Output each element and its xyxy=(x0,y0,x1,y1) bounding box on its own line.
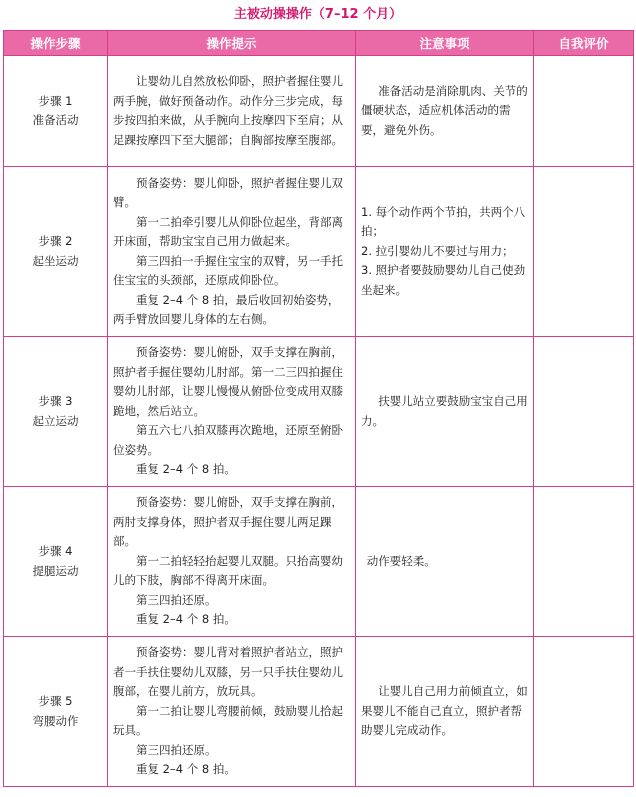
table-row xyxy=(4,337,634,487)
notes-cell xyxy=(356,637,534,787)
step-cell xyxy=(4,637,108,787)
tip-paragraph: 第五六七八拍双膝再次跪地，还原至俯卧位姿势。 xyxy=(113,423,343,457)
table-header-row xyxy=(4,31,634,56)
tip-paragraph: 重复 2–4 个 8 拍。 xyxy=(136,762,236,777)
tips-cell xyxy=(108,487,356,637)
tips-cell xyxy=(108,167,356,337)
tip-paragraph: 重复 2–4 个 8 拍。 xyxy=(136,612,236,627)
notes-cell xyxy=(356,167,534,337)
tip-paragraph: 第一二拍轻轻抬起婴儿双腿。只抬高婴幼儿的下肢，胸部不得离开床面。 xyxy=(113,553,343,588)
step-name: 起坐运动 xyxy=(32,253,79,268)
table-row xyxy=(4,167,634,337)
notes-cell xyxy=(356,487,534,637)
header-tips: 操作提示 xyxy=(108,31,356,56)
note-paragraph: 让婴儿自己用力前倾直立，如果婴儿不能自己直立，照护者帮助婴儿完成动作。 xyxy=(361,684,528,738)
header-self-eval: 自我评价 xyxy=(534,31,634,56)
tip-paragraph: 第一二拍让婴儿弯腰前倾，鼓励婴儿拾起玩具。 xyxy=(113,703,343,738)
tips-cell xyxy=(108,56,356,167)
step-name: 准备活动 xyxy=(32,113,79,127)
table-row xyxy=(4,487,634,637)
tip-paragraph: 预备姿势：婴儿俯卧，双手支撑在胸前，照护者手握住婴幼儿肘部。第一二三四拍握住婴幼儿肘部，让婴儿慢慢从俯卧位变成用双膝跪地，然后站立。 xyxy=(113,345,343,418)
step-name: 起立运动 xyxy=(32,413,79,428)
self-eval-cell[interactable] xyxy=(534,637,634,787)
tip-paragraph: 第一二拍牵引婴儿从仰卧位起坐，背部离开床面，帮助宝宝自己用力做起来。 xyxy=(113,214,343,248)
note-paragraph: 扶婴儿站立要鼓励宝宝自己用力。 xyxy=(361,394,528,428)
step-cell xyxy=(4,167,108,337)
step-cell xyxy=(4,487,108,637)
note-paragraph: 2. 拉引婴幼儿不要过与用力； xyxy=(361,243,514,258)
table-row xyxy=(4,637,634,787)
notes-cell xyxy=(356,337,534,487)
table-row xyxy=(4,56,634,167)
step-name: 提腿运动 xyxy=(32,563,79,578)
self-eval-cell[interactable] xyxy=(534,56,634,167)
note-paragraph: 3. 照护者要鼓励婴幼儿自己使劲坐起来。 xyxy=(361,263,526,297)
self-eval-cell[interactable] xyxy=(534,487,634,637)
step-cell xyxy=(4,56,108,167)
step-number: 步骤 4 xyxy=(38,544,73,558)
tips-cell xyxy=(108,337,356,487)
tip-paragraph: 让婴幼儿自然放松仰卧，照护者握住婴儿两手腕，做好预备动作。动作分三步完成，每步按四拍来做，从手腕向上按摩四下至肩；从足踝按摩四下至大腿部；自胸部按摩至腹部。 xyxy=(113,74,343,147)
notes-cell xyxy=(356,56,534,167)
note-paragraph: 准备活动是消除肌肉、关节的僵硬状态，适应机体活动的需要，避免外伤。 xyxy=(361,83,528,137)
step-number: 步骤 2 xyxy=(38,234,73,248)
note-paragraph: 动作要轻柔。 xyxy=(366,553,436,568)
tips-cell xyxy=(108,637,356,787)
tip-paragraph: 预备姿势：婴儿仰卧，照护者握住婴儿双臂。 xyxy=(113,175,343,209)
step-number: 步骤 3 xyxy=(38,394,73,408)
step-cell xyxy=(4,337,108,487)
step-name: 弯腰动作 xyxy=(32,713,79,728)
self-eval-cell[interactable] xyxy=(534,167,634,337)
tip-paragraph: 重复 2–4 个 8 拍。 xyxy=(136,462,236,477)
operation-table xyxy=(3,30,634,787)
self-eval-cell[interactable] xyxy=(534,337,634,487)
tip-paragraph: 重复 2–4 个 8 拍，最后收回初始姿势，两手臂放回婴儿身体的左右侧。 xyxy=(113,292,340,326)
tip-paragraph: 第三四拍还原。 xyxy=(136,742,217,757)
tip-paragraph: 预备姿势：婴儿背对着照护者站立，照护者一手扶住婴幼儿双膝，另一只手扶住婴幼儿腹部，在婴儿前方，放玩具。 xyxy=(113,645,343,699)
page-title: 主被动操操作（7–12 个月） xyxy=(233,7,403,22)
step-number: 步骤 1 xyxy=(38,93,73,108)
header-step: 操作步骤 xyxy=(4,31,108,56)
header-notes: 注意事项 xyxy=(356,31,534,56)
tip-paragraph: 预备姿势：婴儿俯卧，双手支撑在胸前，两肘支撑身体，照护者双手握住婴儿两足踝部。 xyxy=(113,495,343,549)
note-paragraph: 1. 每个动作两个节拍，共两个八拍； xyxy=(361,204,526,239)
step-number: 步骤 5 xyxy=(38,694,73,708)
tip-paragraph: 第三四拍一手握住宝宝的双臂，另一手托住宝宝的头颈部，还原成仰卧位。 xyxy=(113,253,343,287)
tip-paragraph: 第三四拍还原。 xyxy=(136,592,217,607)
